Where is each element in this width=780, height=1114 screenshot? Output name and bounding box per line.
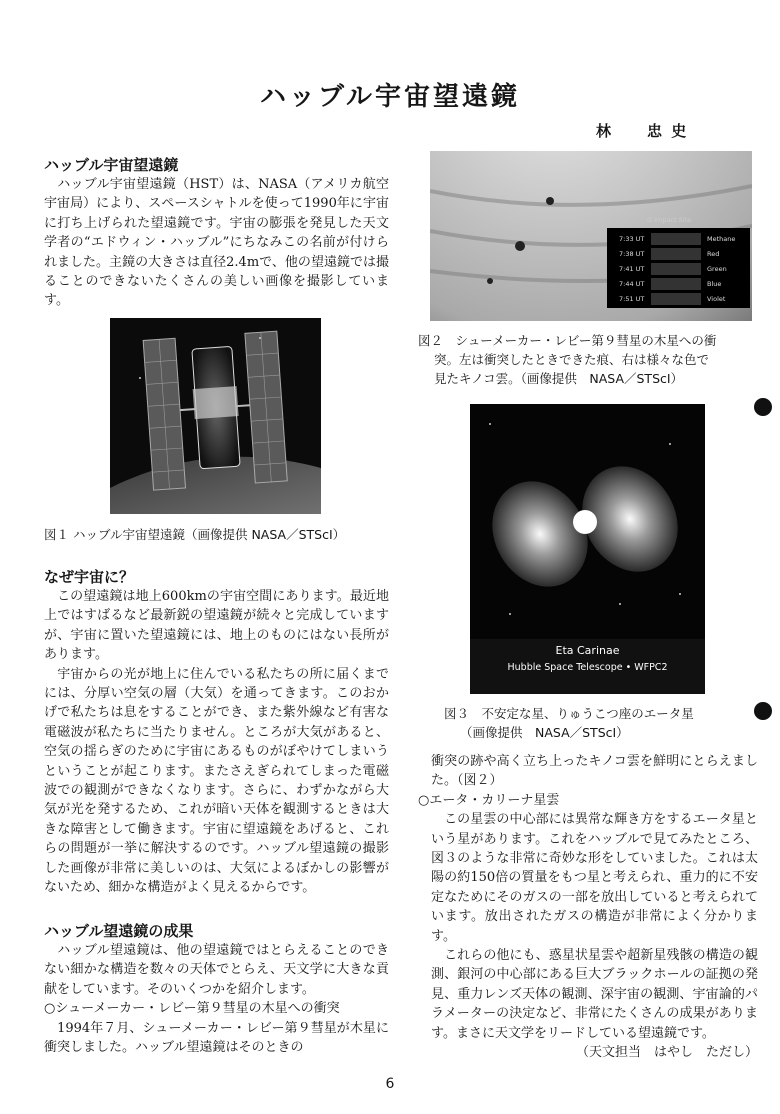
section-heading-why-space: なぜ宇宙に？ <box>44 568 135 586</box>
binder-hole-dot <box>754 702 772 720</box>
signature: （天文担当 はやし ただし） <box>575 1045 758 1061</box>
figure2-caption-line: 図２ シューメーカー・レビー第９彗星の木星への衝 <box>418 333 717 348</box>
section-heading-results: ハッブル望遠鏡の成果 <box>44 922 194 940</box>
eta-carinae-label-sub: Hubble Space Telescope • WFPC2 <box>507 662 668 673</box>
impact-row: 7:33 UT Methane <box>619 235 736 243</box>
section-results <box>44 921 389 1057</box>
impact-site-title: G Impact Site <box>647 216 692 224</box>
page-number: 6 <box>385 1076 395 1092</box>
impact-row: 7:44 UT Blue <box>619 280 722 288</box>
impact-site-table <box>607 216 750 308</box>
figure3-caption <box>444 704 744 742</box>
section-hst <box>44 155 389 311</box>
right-column-text <box>418 752 758 1063</box>
section-heading-hst: ハッブル宇宙望遠鏡 <box>44 156 179 174</box>
why-space-paragraph-1: この望遠鏡は地上600kmの宇宙空間にあります。最近地上ではすばるなど最新鋭の望遠鏡が続々と完成していますが、宇宙に置いた望遠鏡には、地上のものにはない長所があります。 <box>44 589 389 663</box>
eta-carinae-label-title: Eta Carinae <box>555 644 620 657</box>
right-paragraph-3: これらの他にも、惑星状星雲や超新星残骸の構造の観測、銀河の中心部にある巨大ブラックホールの証拠の発見、重力レンズ天体の観測、深宇宙の観測、宇宙論的パラメーターの決定など、非常にたくさんの成果があります。まさに天文学をリードしている望遠鏡です。 <box>431 948 758 1041</box>
results-paragraph-1: ハッブル望遠鏡は、他の望遠鏡ではとらえることのできない細かな構造を数々の天体でとらえ、天文学に大きな貢献をしています。そのいくつかを紹介します。 <box>44 943 389 997</box>
author-name: 林 忠 史 <box>596 122 689 140</box>
results-paragraph-2: 1994年７月、シューメーカー・レビー第９彗星が木星に衝突しました。ハッブル望遠鏡はそのときの <box>44 1020 389 1056</box>
figure2-caption <box>418 331 758 388</box>
section-why-space <box>44 567 389 898</box>
hubble-telescope-illustration <box>110 318 321 514</box>
figure2-caption-line: 突。左は衝突したときできた痕、右は様々な色で <box>434 352 710 367</box>
figure-eta-carinae-image <box>470 404 705 694</box>
right-paragraph-2: この星雲の中心部には異常な輝き方をするエータ星という星があります。これをハッブルで見てみたところ、図３のような非常に奇妙な形をしていました。これは太陽の約150倍の質量をもつ星と考えられ、重力的に不安定なためにそのガスの一部を放出していると考えられています。放出されたガスの構造が非常によく分かります。 <box>431 812 758 944</box>
results-item-comet: ○シューメーカー・レビー第９彗星の木星への衝突 <box>44 1001 340 1017</box>
figure-hubble-telescope-image <box>110 318 321 514</box>
right-item-eta-carinae: ○エータ・カリーナ星雲 <box>418 792 560 808</box>
impact-row: 7:38 UT Red <box>619 250 720 258</box>
why-space-paragraph-2: 宇宙からの光が地上に住んでいる私たちの所に届くまでには、分厚い空気の層（大気）を通ってきます。このおかげで私たちは息をすることができ、また紫外線など有害な電磁波が私たちに当たりません。ところが大気があると、空気の揺らぎのために宇宙にあるものがぼやけてしまいうということが起こります。またさえぎられてしまった電磁波での観測ができなくなります。さらに、わずかながら大気が光を発するため、これが暗い天体を観測するときは大きな障害として働きます。宇宙に望遠鏡をあげると、これらの問題が一挙に解決するのです。ハッブル望遠鏡の撮影した画像が非常に美しいのは、大気によるぼかしの影響がないため、細かな構造がよく見えるからです。 <box>44 666 389 896</box>
figure2-caption-line: 見たキノコ雲。（画像提供 NASA／STScI） <box>434 371 684 386</box>
binder-hole-dot <box>754 398 772 416</box>
impact-row: 7:51 UT Violet <box>619 295 726 303</box>
section-paragraph-hst: ハッブル宇宙望遠鏡（HST）は、NASA（アメリカ航空宇宙局）により、スペースシャトルを使って1990年に宇宙に打ち上げられた望遠鏡です。宇宙の膨張を発見した天文学者の“エドウィン・ハッブル”にちなみこの名前が付けられました。主鏡の大きさは直径2.4mで、他の望遠鏡では撮ることのできないたくさんの美しい画像を撮影しています。 <box>44 177 389 309</box>
figure3-caption-line: （画像提供 NASA／STScI） <box>460 725 629 740</box>
impact-row: 7:41 UT Green <box>619 265 727 273</box>
figure1-caption: 図１ ハッブル宇宙望遠鏡（画像提供 NASA／STScI） <box>44 527 346 542</box>
page-title: ハッブル宇宙望遠鏡 <box>260 82 520 112</box>
right-paragraph-1: 衝突の跡や高く立ち上ったキノコ雲を鮮明にとらえました。（図２） <box>431 754 758 789</box>
figure3-caption-line: 図３ 不安定な星、りゅうこつ座のエータ星 <box>444 706 694 721</box>
